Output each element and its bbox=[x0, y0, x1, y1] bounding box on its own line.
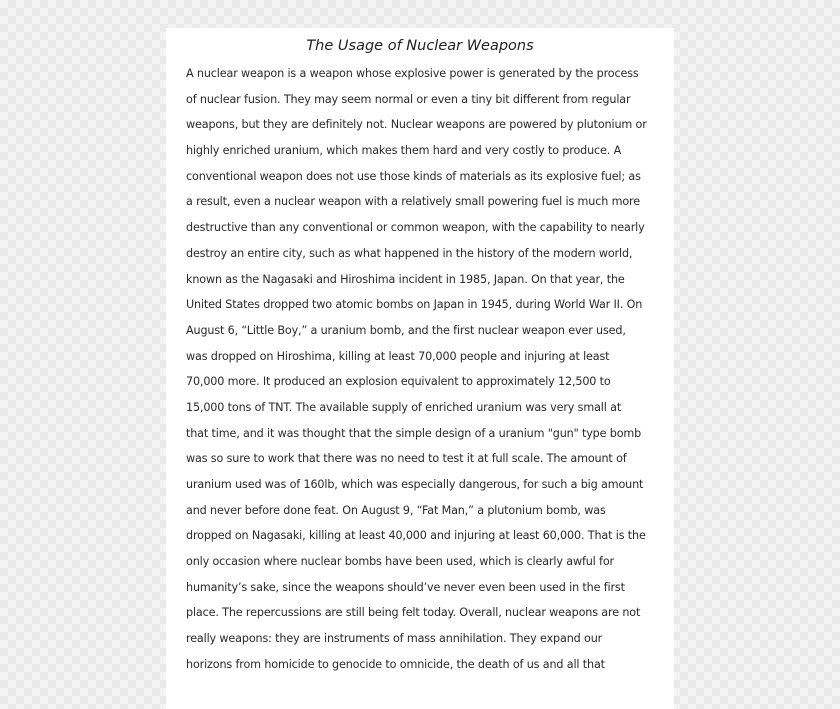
text-line: United States dropped two atomic bombs on Japan in 1945, during World War II. On bbox=[186, 298, 643, 312]
text-line: destructive than any conventional or common weapon, with the capability to nearly bbox=[186, 221, 645, 235]
text-line: known as the Nagasaki and Hiroshima incident in 1985, Japan. On that year, the bbox=[186, 272, 625, 286]
text-line: humanity’s sake, since the weapons should’ve never even been used in the first bbox=[186, 580, 625, 594]
text-line: destroy an entire city, such as what happened in the history of the modern world, bbox=[186, 246, 633, 260]
text-line: place. The repercussions are still being felt today. Overall, nuclear weapons are not bbox=[186, 606, 641, 620]
text-line: that time, and it was thought that the simple design of a uranium "gun" type bomb bbox=[186, 426, 642, 440]
text-line: only occasion where nuclear bombs have been used, which is clearly awful for bbox=[186, 555, 614, 569]
document-page bbox=[166, 28, 674, 709]
text-line: a result, even a nuclear weapon with a relatively small powering fuel is much more bbox=[186, 195, 640, 209]
text-line: really weapons: they are instruments of mass annihilation. They expand our bbox=[186, 632, 603, 646]
text-line: of nuclear fusion. They may seem normal or even a tiny bit different from regular bbox=[186, 92, 631, 106]
document-title: The Usage of Nuclear Weapons bbox=[306, 38, 534, 54]
text-line: uranium used was of 160lb, which was especially dangerous, for such a big amount bbox=[186, 478, 644, 491]
text-line: and never before done feat. On August 9, “Fat Man,” a plutonium bomb, was bbox=[186, 503, 606, 517]
text-line: conventional weapon does not use those kinds of materials as its explosive fuel; as bbox=[186, 169, 641, 183]
document-body bbox=[186, 66, 666, 683]
text-line: horizons from homicide to genocide to omnicide, the death of us and all that bbox=[186, 657, 605, 671]
text-line: 70,000 more. It produced an explosion equivalent to approximately 12,500 to bbox=[186, 375, 611, 389]
text-line: weapons, but they are definitely not. Nuclear weapons are powered by plutonium or bbox=[186, 118, 647, 132]
text-line: August 6, “Little Boy,” a uranium bomb, and the first nuclear weapon ever used, bbox=[186, 323, 626, 337]
text-line: highly enriched uranium, which makes them hard and very costly to produce. A bbox=[186, 144, 622, 158]
text-line: dropped on Nagasaki, killing at least 40,000 and injuring at least 60,000. That is the bbox=[186, 529, 646, 543]
text-line: was so sure to work that there was no need to test it at full scale. The amount of bbox=[186, 452, 627, 466]
text-line: A nuclear weapon is a weapon whose explosive power is generated by the process bbox=[186, 67, 639, 80]
text-line: was dropped on Hiroshima, killing at least 70,000 people and injuring at least bbox=[186, 349, 610, 363]
text-line: 15,000 tons of TNT. The available supply of enriched uranium was very small at bbox=[186, 400, 622, 414]
